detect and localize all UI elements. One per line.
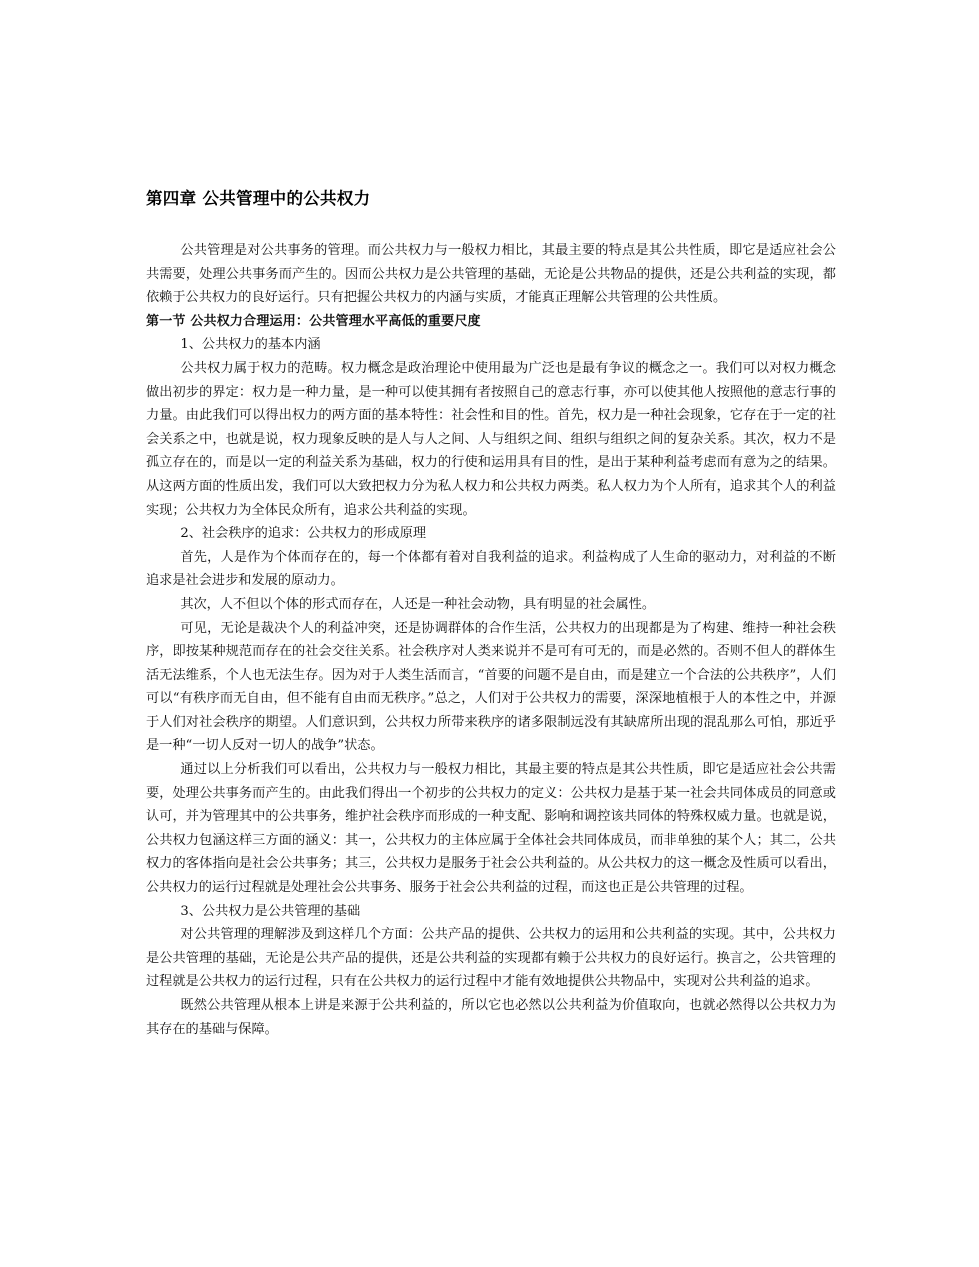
paragraph: 其次，人不但以个体的形式而存在，人还是一种社会动物，具有明显的社会属性。 — [180, 596, 656, 612]
document-body — [146, 239, 836, 1041]
intro-paragraph: 公共管理是对公共事务的管理。而公共权力与一般权力相比，其最主要的特点是其公共性质，即它是适应社会公共需要，处理公共事务而产生的。因而公共权力是公共管理的基础，无论是公共物品的提供，还是公共利益的实现，都依赖于公共权力的良好运行。只有把握公共权力的内涵与实质，才能真正理解公共管理的公共性质。 — [146, 243, 836, 306]
paragraph: 首先，人是作为个体而存在的，每一个体都有着对自我利益的追求。利益构成了人生命的驱动力，对利益的不断追求是社会进步和发展的原动力。 — [146, 549, 836, 589]
subsection-title-3: 3、公共权力是公共管理的基础 — [180, 903, 361, 919]
subsection-title-1: 1、公共权力的基本内涵 — [180, 337, 321, 353]
paragraph: 通过以上分析我们可以看出，公共权力与一般权力相比，其最主要的特点是其公共性质，即它是适应社会公共需要，处理公共事务而产生的。由此我们得出一个初步的公共权力的定义：公共权力是基于某一社会共同体成员的同意或认可，并为管理其中的公共事务，维护社会秩序而形成的一种支配、影响和调控该共同体的特殊权威力量。也就是说，公共权力包涵这样三方面的涵义：其一，公共权力的主体应属于全体社会共同体成员，而非单独的某个人；其二，公共权力的客体指向是社会公共事务；其三，公共权力是服务于社会公共利益的。从公共权力的这一概念及性质可以看出，公共权力的运行过程就是处理社会公共事务、服务于社会公共利益的过程，而这也正是公共管理的过程。 — [146, 762, 836, 896]
subsection-title-2: 2、社会秩序的追求：公共权力的形成原理 — [180, 526, 427, 542]
paragraph: 既然公共管理从根本上讲是来源于公共利益的，所以它也必然以公共利益为价值取向，也就必然得以公共权力为其存在的基础与保障。 — [146, 998, 836, 1037]
section-heading: 第一节 公共权力合理运用：公共管理水平高低的重要尺度 — [146, 313, 481, 329]
paragraph: 公共权力属于权力的范畴。权力概念是政治理论中使用最为广泛也是最有争议的概念之一。我们可以对权力概念做出初步的界定：权力是一种力量，是一种可以使其拥有者按照自己的意志行事，亦可以使其他人按照他的意志行事的力量。由此我们可以得出权力的两方面的基本特性：社会性和目的性。首先，权力是一种社会现象，它存在于一定的社会关系之中，也就是说，权力现象反映的是人与人之间、人与组织之间、组织与组织之间的复杂关系。其次，权力不是孤立存在的，而是以一定的利益关系为基础，权力的行使和运用具有目的性，是出于某种利益考虑而有意为之的结果。从这两方面的性质出发，我们可以大致把权力分为私人权力和公共权力两类。私人权力为个人所有，追求其个人的利益实现；公共权力为全体民众所有，追求公共利益的实现。 — [146, 360, 836, 518]
chapter-title: 第四章 公共管理中的公共权力 — [146, 189, 371, 208]
paragraph: 可见，无论是裁决个人的利益冲突，还是协调群体的合作生活，公共权力的出现都是为了构建、维持一种社会秩序，即按某种规范而存在的社会交往关系。社会秩序对人类来说并不是可有可无的，而是必然的。否则不但人的群体生活无法维系，个人也无法生存。因为对于人类生活而言，“首要的问题不是自由，而是建立一个合法的公共秩序”，人们可以“有秩序而无自由，但不能有自由而无秩序。”总之，人们对于公共权力的需要，深深地植根于人的本性之中，并源于人们对社会秩序的期望。人们意识到，公共权力所带来秩序的诸多限制远没有其缺席所出现的混乱那么可怕，那近乎是一种“一切人反对一切人的战争”状态。 — [146, 620, 836, 754]
paragraph: 对公共管理的理解涉及到这样几个方面：公共产品的提供、公共权力的运用和公共利益的实现。其中，公共权力是公共管理的基础，无论是公共产品的提供，还是公共利益的实现都有赖于公共权力的良好运行。换言之，公共管理的过程就是公共权力的运行过程，只有在公共权力的运行过程中才能有效地提供公共物品中，实现对公共利益的追求。 — [146, 927, 836, 990]
